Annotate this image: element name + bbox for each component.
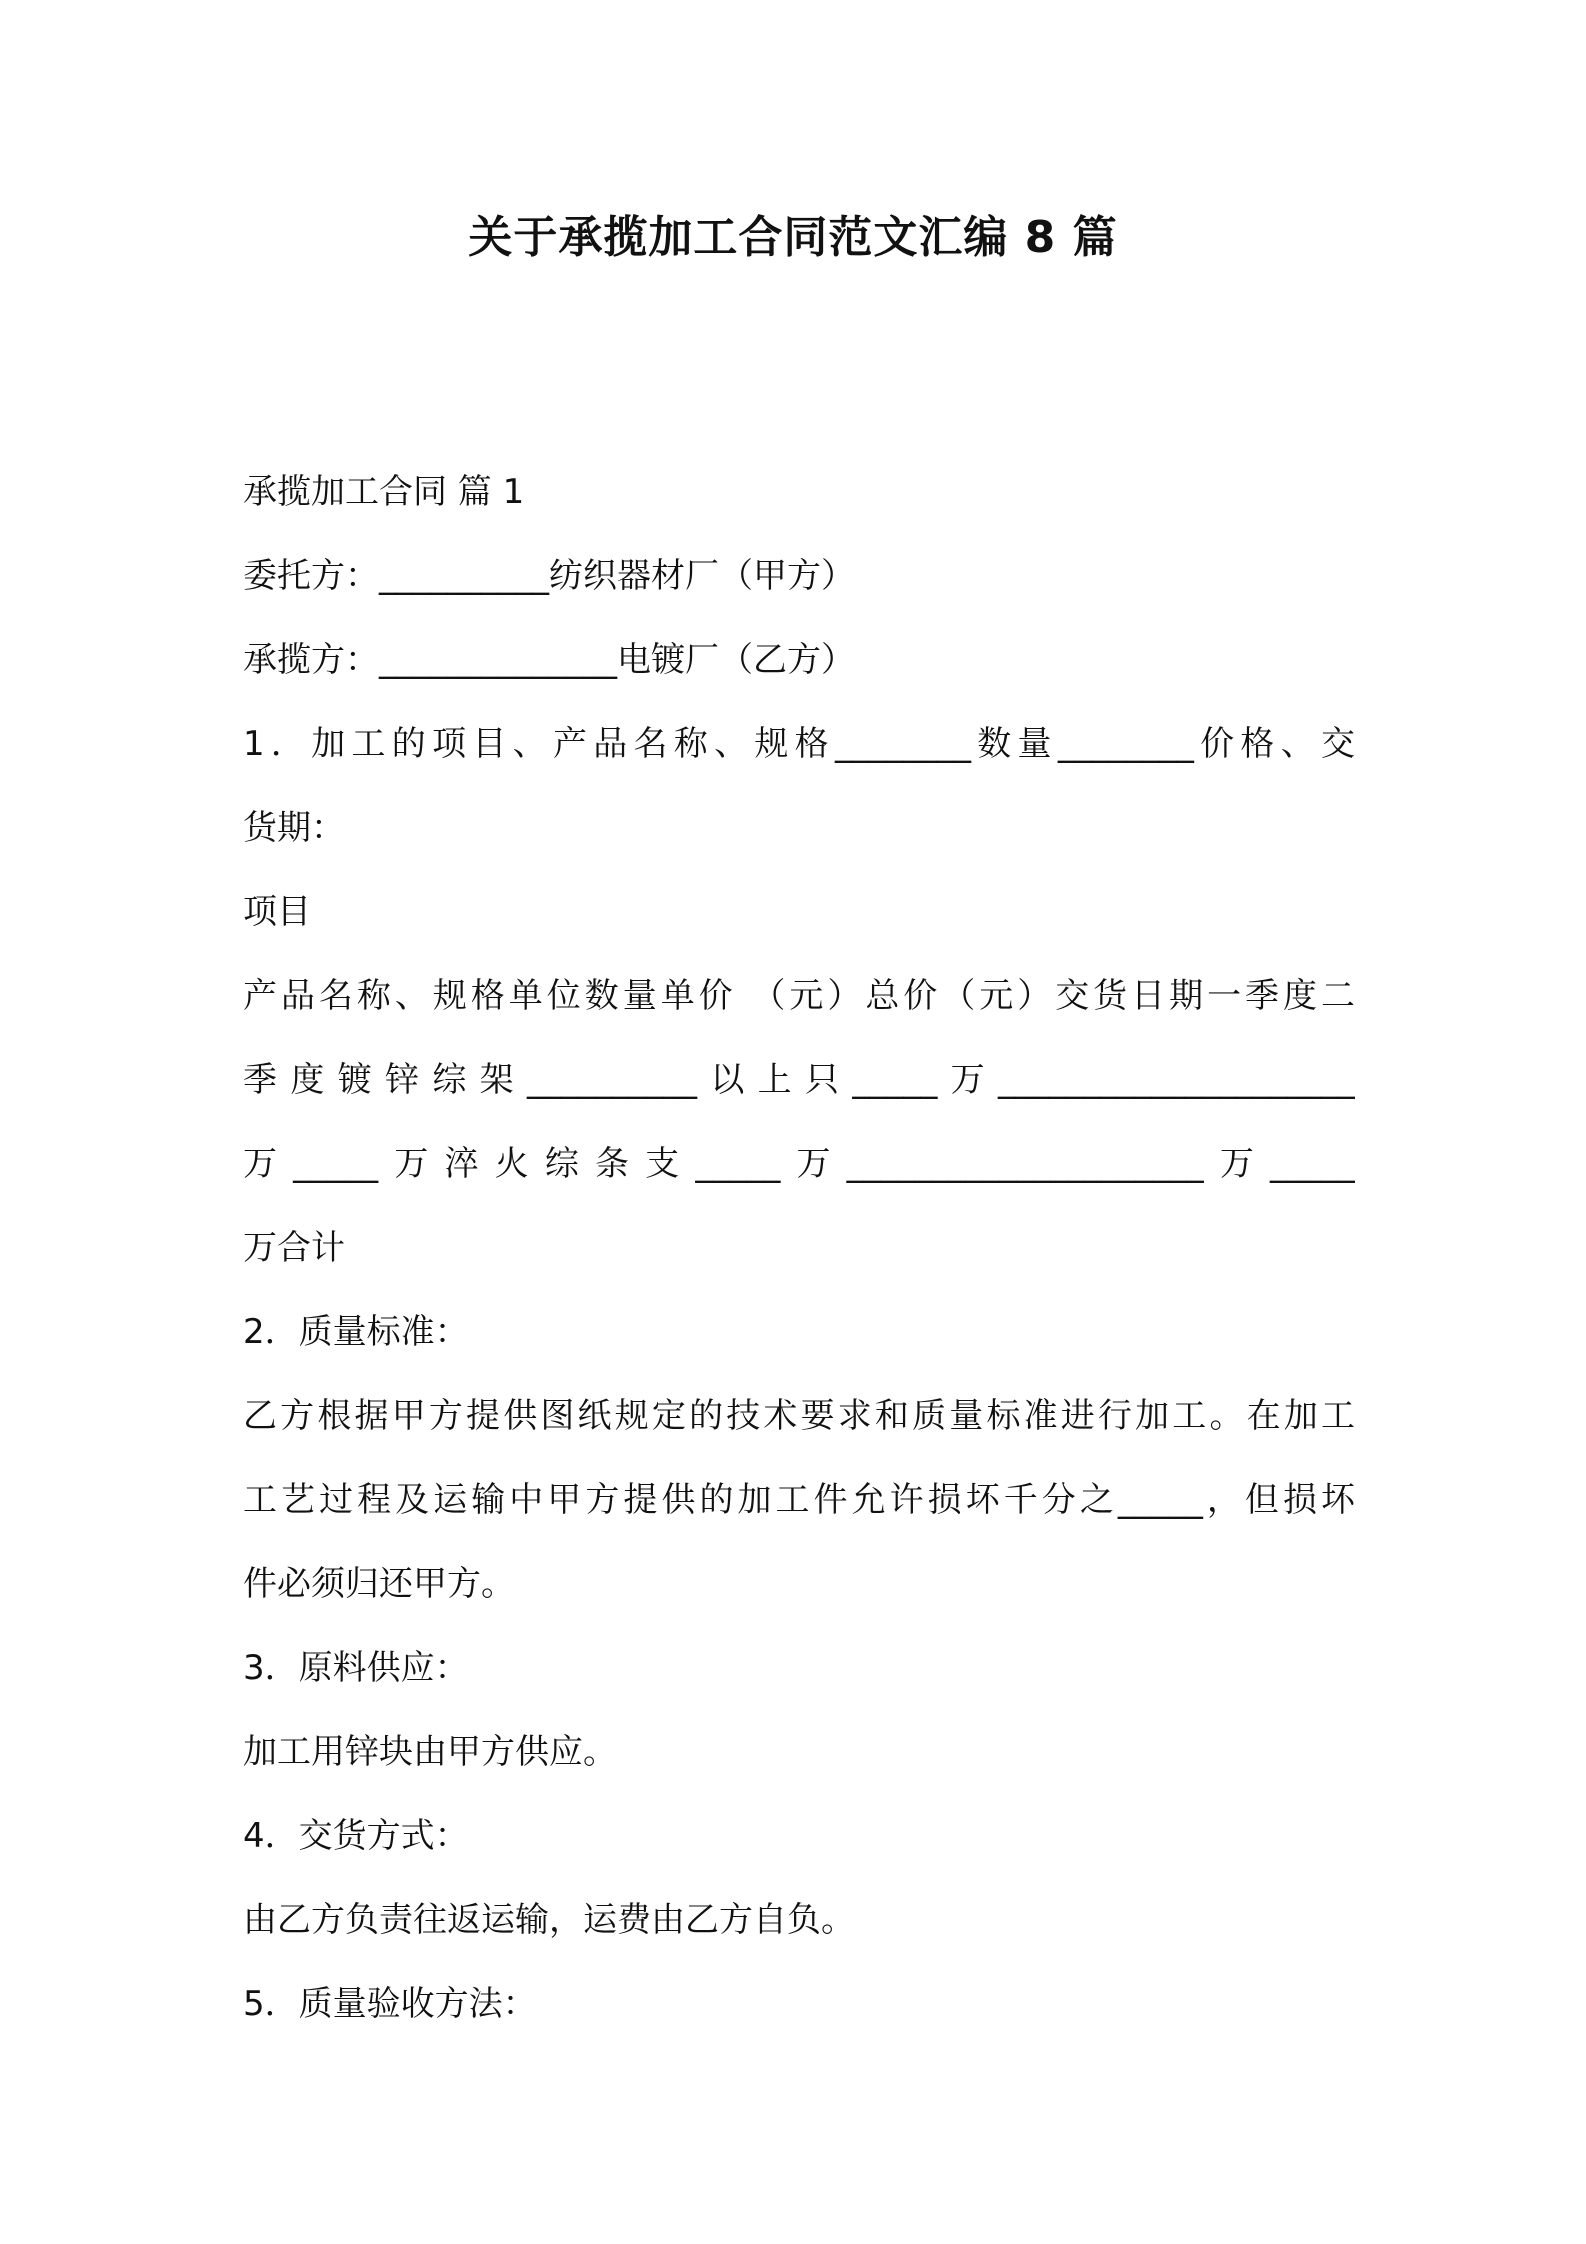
- table-content-line: 产品名称、规格单位数量单价 （元）总价（元）交货日期一季度二: [243, 976, 1355, 1016]
- section-heading: 承揽加工合同 篇 1: [243, 472, 525, 512]
- clause-2-text: 乙方根据甲方提供图纸规定的技术要求和质量标准进行加工。在加工: [243, 1396, 1355, 1436]
- party-client-line: 委托方：__________纺织器材厂（甲方）: [243, 556, 855, 596]
- clause-4-heading: 4．交货方式：: [243, 1816, 469, 1856]
- clause-5-heading: 5．质量验收方法：: [243, 1984, 537, 2024]
- party-contractor-line: 承揽方：______________电镀厂（乙方）: [243, 640, 855, 680]
- clause-2-text: 工艺过程及运输中甲方提供的加工件允许损坏千分之_____，但损坏: [243, 1480, 1355, 1520]
- clause-2-heading: 2．质量标准：: [243, 1312, 469, 1352]
- table-content-line: 万_____万淬火综条支_____万_____________________万_____: [243, 1144, 1355, 1184]
- clause-3-heading: 3．原料供应：: [243, 1648, 469, 1688]
- table-label-line: 项目: [243, 892, 311, 932]
- document-title: 关于承揽加工合同范文汇编 8 篇: [468, 212, 1118, 263]
- document-body: [243, 450, 1355, 2046]
- clause-2-text: 件必须归还甲方。: [243, 1564, 515, 1604]
- clause-1-line: 货期：: [243, 808, 345, 848]
- clause-3-text: 加工用锌块由甲方供应。: [243, 1732, 617, 1772]
- clause-1-line: 1．加工的项目、产品名称、规格________数量________价格、交: [243, 724, 1355, 764]
- table-content-line: 季度镀锌综架__________以上只_____万_____________________: [243, 1060, 1355, 1100]
- clause-4-text: 由乙方负责往返运输，运费由乙方自负。: [243, 1900, 855, 1940]
- table-content-line: 万合计: [243, 1228, 345, 1268]
